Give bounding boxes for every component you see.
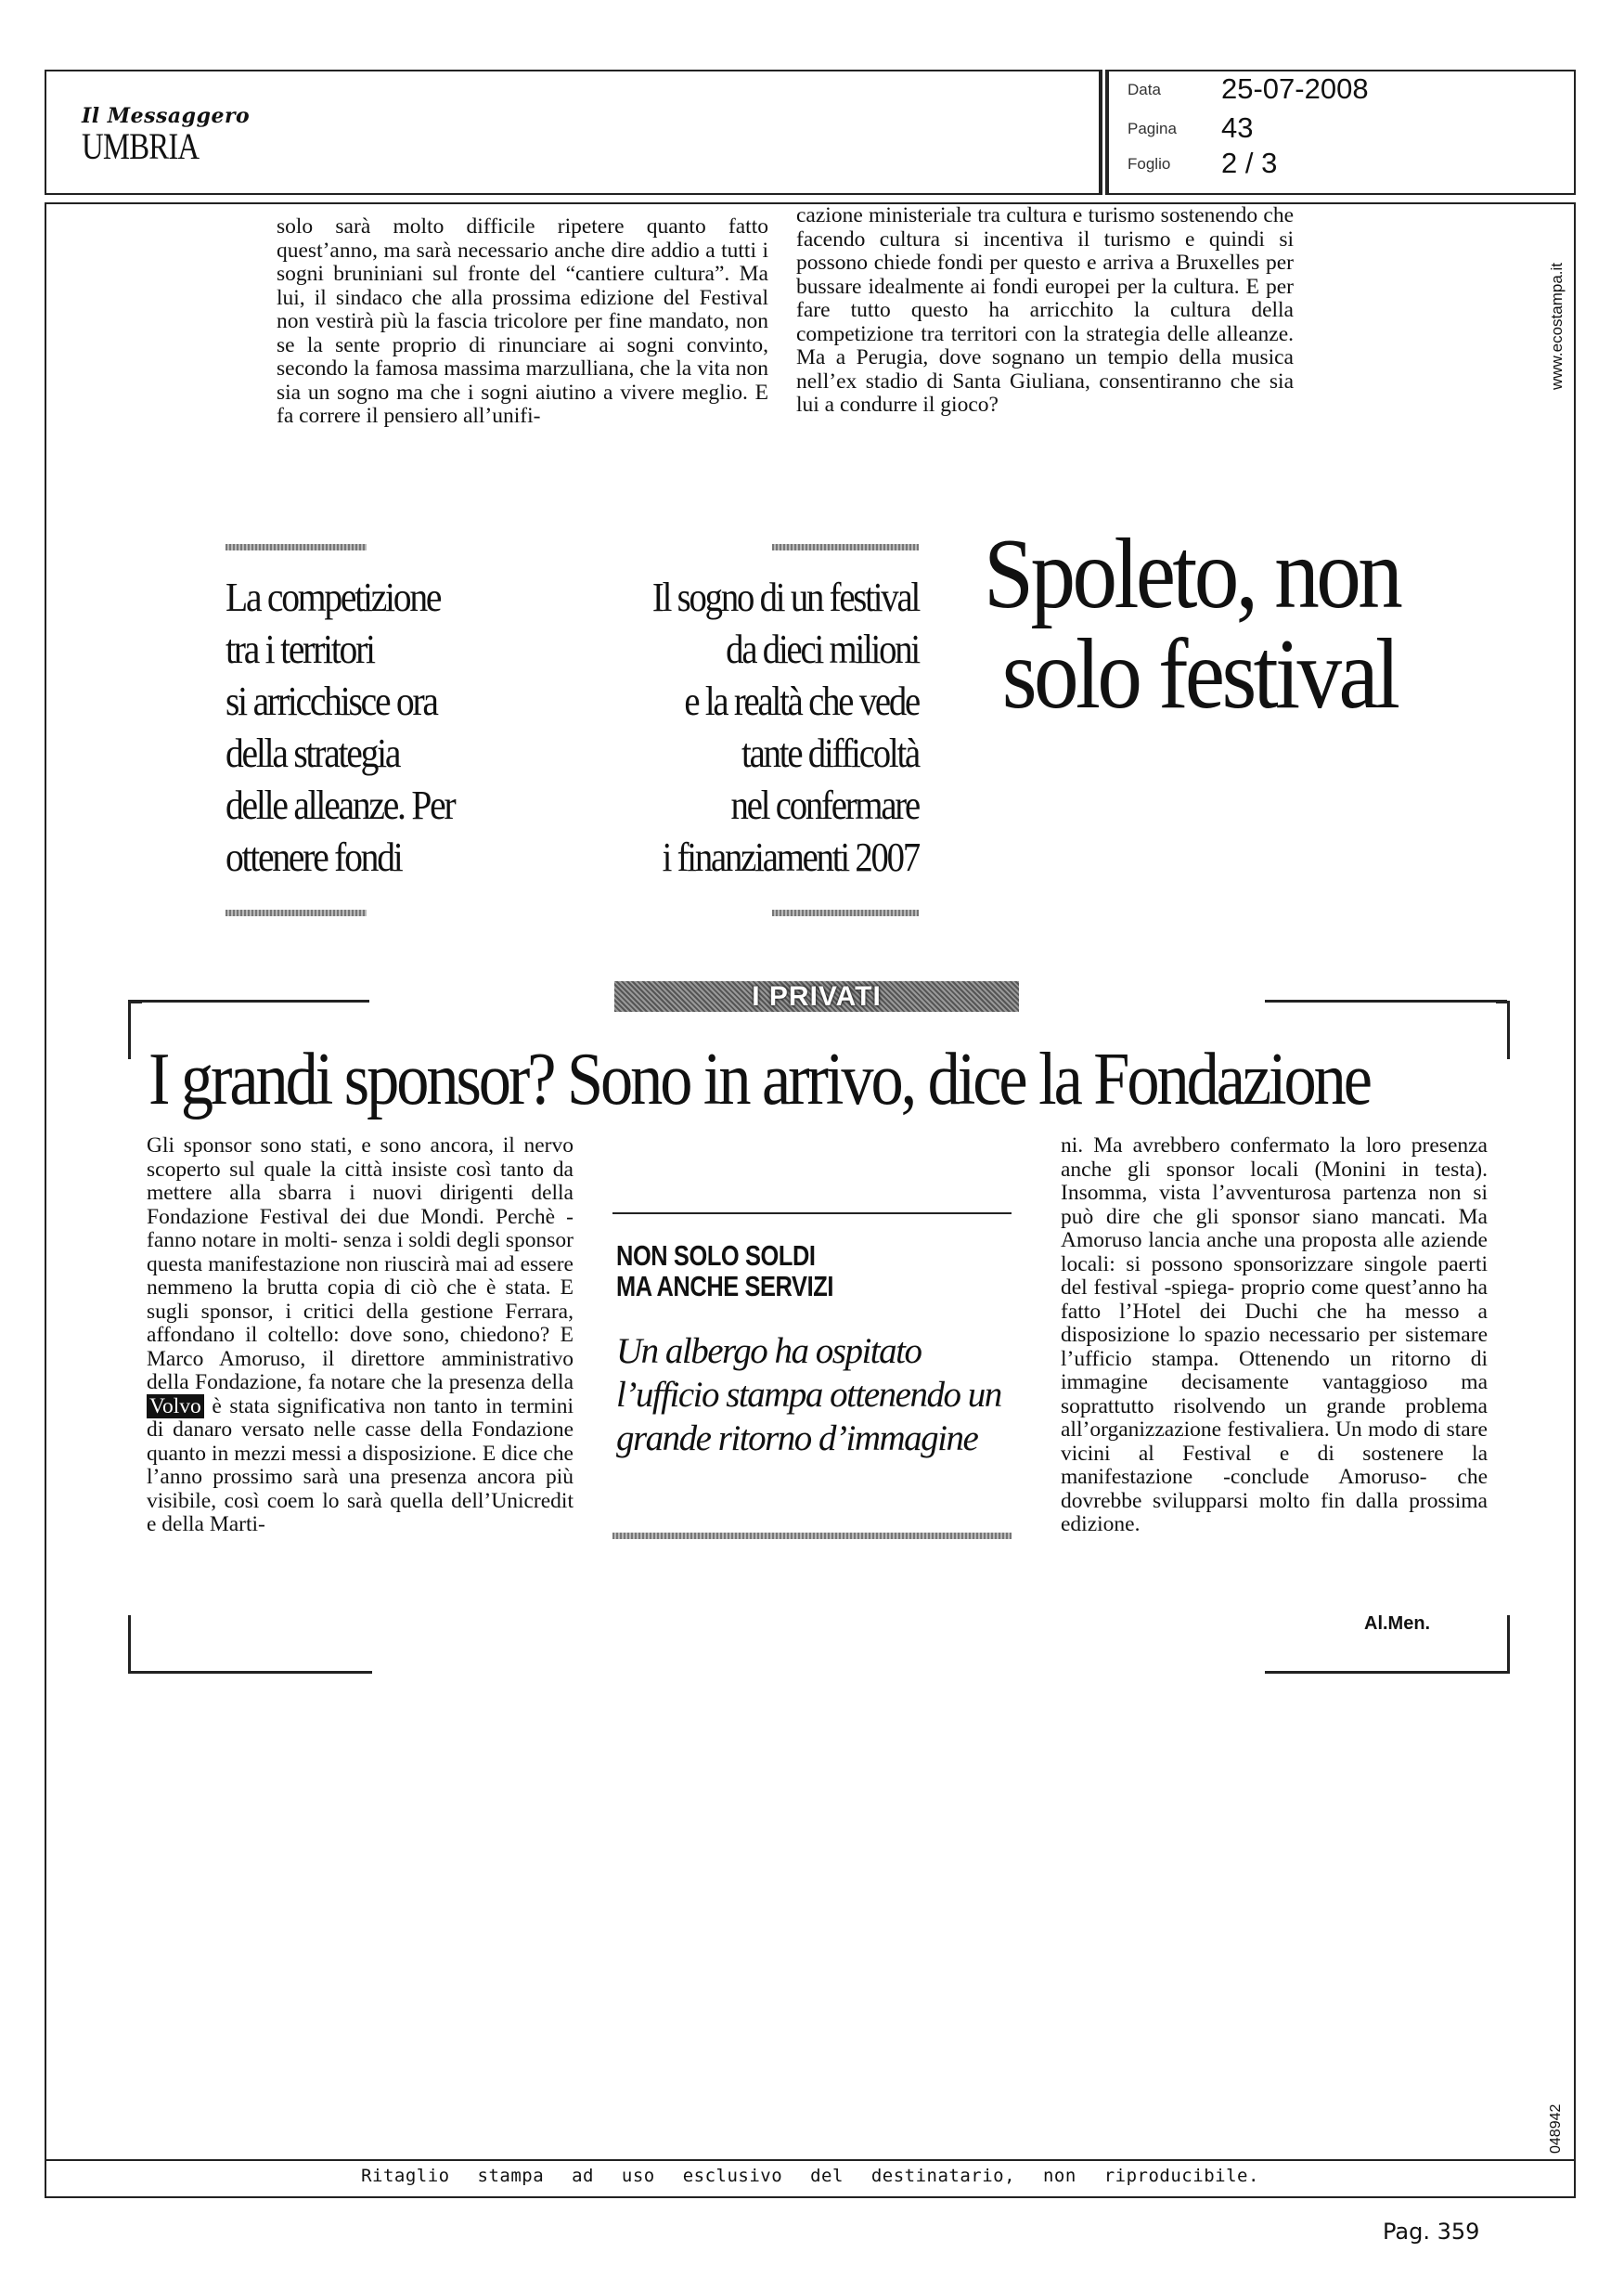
article-continuation-col2: cazione ministeriale tra cultura e turismo sostenendo che facendo cultura si incentiva il turismo e quindi si possono chiede fondi per questo e arriva a Bruxelles per bussare idealmente ai fondi europei per la cultura. E per fare tutto questo ha arricchito la cultura della competizione tra territori con la strategia delle alleanze. Ma a Perugia, dove sognano un tempio della musica nell’ex stadio di Santa Giuliana, consentiranno che sia lui a condurre il gioco? xyxy=(796,203,1294,417)
date-label: Data xyxy=(1128,81,1161,98)
pullquote-mid: Il sogno di un festival da dieci milioni e la realtà che vede tante difficoltà nel confermare i finanziamenti 2007 xyxy=(651,575,919,880)
page-label: Pagina xyxy=(1128,120,1177,137)
pullquote-mid-rule-top xyxy=(772,544,919,550)
sheet-value: 2 / 3 xyxy=(1221,147,1278,179)
side-url: www.ecostampa.it xyxy=(1548,263,1566,390)
box-rule-left xyxy=(128,1000,369,1003)
byline: Al.Men. xyxy=(1364,1613,1431,1634)
section-headline: I grandi sponsor? Sono in arrivo, dice la Fondazione xyxy=(148,1039,1370,1120)
article-col1: Gli sponsor sono stati, e sono ancora, il nervo scoperto sul quale la città insiste così tanto da mettere alla sbarra i nuovi dirigenti della Fondazione Festival dei due Mondi. Perchè -fanno notare in molti- senza i soldi degli sponsor questa manifestazione non riuscirà mai ad essere nemmeno la brutta copia di ciò che è stata. E sugli sponsor, i critici della gestione Ferrara, affondano il coltello: dove sono, chiedono? E Marco Amoruso, il direttore amministrativo della Fondazione, fa notare che la presenza della Volvo è stata significativa non tanto in termini di danaro versato nelle casse della Fondazione quanto in mezzi messi a disposizione. E dice che l’anno prossimo sarà una presenza ancora più visibile, così coem lo sarà quella dell’Unicredit e della Marti- xyxy=(147,1133,574,1536)
page-value: 43 xyxy=(1221,111,1254,144)
box-corner-tl xyxy=(128,1001,142,1059)
pullquote-rule-top xyxy=(226,544,367,550)
article-continuation-col1: solo sarà molto difficile ripetere quanto fatto quest’anno, ma sarà necessario anche dire addio a tutti i sogni bruniniani sul fronte del “cantiere cultura”. Ma lui, il sindaco che alla prossima edizione del Festival non vestirà più la fascia tricolore per fine mandato, non se la sente proprio di rinunciare ai sogni convinto, secondo la famosa massima marzulliana, che la vita non sia un sogno ma che i sogni aiutino a vivere meglio. E fa correre il pensiero all’unifi- xyxy=(277,214,768,428)
box-rule-right xyxy=(1265,1000,1507,1003)
sheet-label: Foglio xyxy=(1128,155,1171,173)
sidebar-rule-bottom xyxy=(612,1533,1012,1539)
article-col3: ni. Ma avrebbero confermato la loro presenza anche gli sponsor locali (Monini in testa). Insomma, vista l’avventurosa partenza non si può dire che gli sponsor siano mancati. Ma Amoruso lancia anche una proposta alle aziende locali: si possono sponsorizzare singole paerti del festival -spiega- proprio come quest’anno ha fatto l’Hotel dei Duchi che ha messo a disposizione lo spazio necessario per sistemare l’ufficio stampa. Ottenendo un ritorno di immagine decisamente vantaggioso ma soprattutto risolvendo un grande problema all’organizzazione festivaliera. Un modo di stare vicini al Festival e di sostenere la manifestazione -conclude Amoruso- che dovrebbe svilupparsi molto fin dalla prossima edizione. xyxy=(1061,1133,1488,1536)
date-value: 25-07-2008 xyxy=(1221,72,1369,105)
sidebar-quote: Un albergo ha ospitato l’ufficio stampa ottenendo un grande ritorno d’immagine xyxy=(616,1331,1001,1458)
newspaper-name: Il Messaggero xyxy=(82,104,251,128)
pullquote-left: La competizione tra i territori si arricchisce ora della strategia delle alleanze. Per ottenere fondi xyxy=(226,575,455,880)
page-number: Pag. 359 xyxy=(1383,2219,1480,2245)
box-corner-bl xyxy=(128,1615,372,1674)
footer-divider xyxy=(45,2159,1576,2161)
sidebar-rule-top xyxy=(612,1212,1012,1214)
pullquote-rule-bottom xyxy=(226,910,367,916)
highlighted-word: Volvo xyxy=(147,1394,204,1418)
reproduction-notice: Ritaglio stampa ad uso esclusivo del destinatario, non riproducibile. xyxy=(361,2166,1259,2186)
box-corner-tr xyxy=(1496,1001,1510,1059)
newspaper-edition: UMBRIA xyxy=(82,125,200,167)
pullquote-mid-rule-bottom xyxy=(772,910,919,916)
header-divider xyxy=(1101,70,1107,195)
sidebar-kicker: NON SOLO SOLDI MA ANCHE SERVIZI xyxy=(616,1239,834,1302)
main-headline: Spoleto, non solo festival xyxy=(984,519,1400,730)
masthead-box xyxy=(45,70,1101,195)
section-kicker: I PRIVATI xyxy=(752,981,882,1012)
